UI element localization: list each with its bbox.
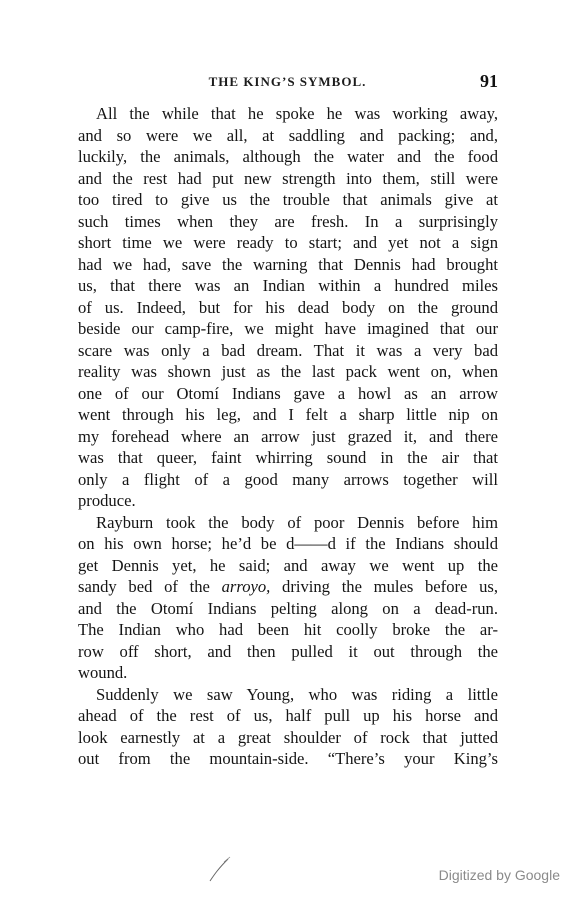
text-line: ahead of the rest of us, half pull up his horse and — [78, 706, 498, 725]
body-text — [78, 103, 498, 770]
text-line — [78, 576, 498, 598]
text-line: out from the mountain-side. “There’s your King’s — [78, 749, 498, 768]
italic-word: arroyo, — [221, 577, 271, 596]
text-line: my forehead where an arrow just grazed it, and there — [78, 426, 498, 446]
text-line: had we had, save the warning that Dennis had brought — [78, 254, 498, 274]
text-line: and so were we all, at saddling and packing; and, — [78, 125, 498, 145]
text-line: All the while that he spoke he was working away, — [96, 104, 498, 123]
page-number: 91 — [480, 71, 498, 91]
text-line: on his own horse; he’d be d——d if the Indians should — [78, 534, 498, 553]
text-line: beside our camp-fire, we might have imagined that our — [78, 319, 498, 338]
digitized-watermark: Digitized by Google — [438, 867, 560, 883]
text-fragment: sandy bed of the — [78, 577, 222, 596]
text-line: and the rest had put new strength into them, still were — [78, 168, 498, 188]
text-line: only a flight of a good many arrows together will — [78, 469, 498, 489]
text-line: row off short, and then pulled it out through the — [78, 641, 498, 661]
text-line: scare was only a bad dream. That it was a very bad — [78, 340, 498, 360]
text-line: went through his leg, and I felt a sharp little nip on — [78, 405, 498, 424]
text-line: and the Otomí Indians pelting along on a dead-run. — [78, 598, 498, 618]
text-line: Suddenly we saw Young, who was riding a little — [96, 684, 498, 704]
text-fragment: driving the mules before us, — [282, 577, 498, 596]
text-line: such times when they are fresh. In a surprisingly — [78, 211, 498, 231]
pen-stroke-mark — [206, 853, 236, 885]
text-line: The Indian who had been hit coolly broke the ar- — [78, 620, 498, 639]
text-line: too tired to give us the trouble that animals give at — [78, 190, 498, 209]
text-line: us, that there was an Indian within a hundred miles — [78, 276, 498, 295]
text-line: Rayburn took the body of poor Dennis before him — [96, 512, 498, 532]
text-line: look earnestly at a great shoulder of rock that jutted — [78, 727, 498, 747]
text-line: luckily, the animals, although the water and the food — [78, 147, 498, 166]
text-line: one of our Otomí Indians gave a howl as an arrow — [78, 383, 498, 403]
text-line: reality was shown just as the last pack went on, when — [78, 362, 498, 381]
text-line: get Dennis yet, he said; and away we went up the — [78, 555, 498, 575]
text-line: wound. — [78, 663, 128, 682]
text-line: short time we were ready to start; and yet not a sign — [78, 233, 498, 252]
text-line: produce. — [78, 491, 136, 510]
text-line: of us. Indeed, but for his dead body on the ground — [78, 297, 498, 317]
running-title: THE KING’S SYMBOL. — [208, 74, 367, 89]
text-line: was that queer, faint whirring sound in the air that — [78, 448, 498, 467]
